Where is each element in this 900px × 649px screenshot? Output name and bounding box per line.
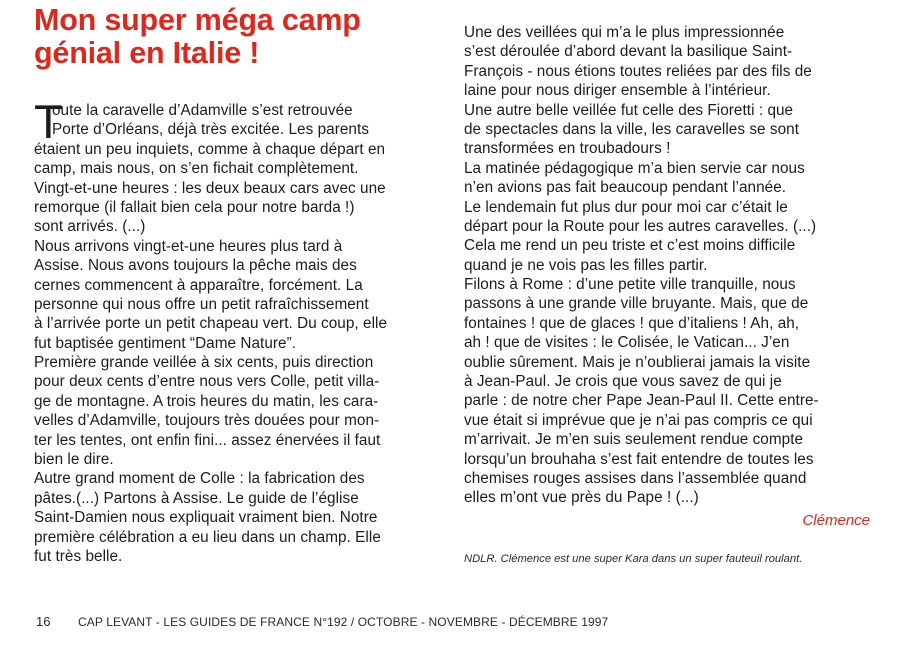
text-line: de spectacles dans la ville, les caravelles se sont xyxy=(464,120,800,138)
text-line: personne qui nous offre un petit rafraîchissement xyxy=(34,295,369,313)
text-line: fut très belle. xyxy=(34,547,123,565)
text-line: étaient un peu inquiets, comme à chaque départ en xyxy=(34,140,386,158)
text-line: remorque (il fallait bien cela pour notre barda !) xyxy=(34,198,355,216)
text-line: pâtes.(...) Partons à Assise. Le guide de l’église xyxy=(34,489,359,507)
author-signature: Clémence xyxy=(802,512,870,529)
text-line: camp, mais nous, on s’en fichait complètement. xyxy=(34,160,359,178)
text-line: Assise. Nous avons toujours la pêche mais des xyxy=(34,257,357,275)
text-line: ah ! que de visites : le Colisée, le Vatican... J’en xyxy=(464,334,790,352)
text-line: Filons à Rome : d’une petite ville tranquille, nous xyxy=(464,276,796,294)
text-line: Le lendemain fut plus dur pour moi car c’était le xyxy=(464,198,788,216)
text-line: Vingt-et-une heures : les deux beaux cars avec une xyxy=(34,179,386,197)
text-line: s’est déroulée d’abord devant la basilique Saint- xyxy=(464,43,793,61)
text-line: vue était si imprévue que je n’ai pas compris ce qui xyxy=(464,411,813,429)
text-line: La matinée pédagogique m’a bien servie car nous xyxy=(464,159,805,177)
text-line: quand je ne vois pas les filles partir. xyxy=(464,256,708,274)
text-line: première célébration a eu lieu dans un champ. Elle xyxy=(34,528,381,546)
text-line: laine pour nous diriger ensemble à l’intérieur. xyxy=(464,82,771,100)
text-line: Autre grand moment de Colle : la fabrication des xyxy=(34,470,365,488)
text-line: Une autre belle veillée fut celle des Fioretti : que xyxy=(464,101,794,119)
article-title-line-1: Mon super méga camp xyxy=(34,3,361,37)
text-line: oute la caravelle d’Adamville s’est retrouvée xyxy=(52,102,353,119)
text-line: Une des veillées qui m’a le plus impressionnée xyxy=(464,24,785,41)
text-line: Porte d’Orléans, déjà très excitée. Les parents xyxy=(52,121,369,139)
page-number: 16 xyxy=(36,614,51,629)
text-line: Saint-Damien nous expliquait vraiment bien. Notre xyxy=(34,509,378,527)
text-line: ter les tentes, ont enfin fini... assez énervées il faut xyxy=(34,431,381,449)
text-line: ge de montagne. A trois heures du matin, les cara- xyxy=(34,392,379,410)
text-line: parle : de notre cher Pape Jean-Paul II. Cette entre- xyxy=(464,392,819,410)
editor-note: NDLR. Clémence est une super Kara dans un super fauteuil roulant. xyxy=(464,553,803,565)
text-line: départ pour la Route pour les autres caravelles. (...) xyxy=(464,217,817,235)
article-title-line-2: génial en Italie ! xyxy=(34,36,260,70)
text-line: fut baptisée gentiment “Dame Nature”. xyxy=(34,334,297,352)
text-line: velles d’Adamville, toujours très douées pour mon- xyxy=(34,412,380,430)
text-line: bien le dire. xyxy=(34,451,114,469)
text-line: elles m’ont vue près du Pape ! (...) xyxy=(464,489,699,507)
text-line: fontaines ! que de glaces ! que d’italiens ! Ah, ah, xyxy=(464,314,800,332)
text-line: n’en avions pas fait beaucoup pendant l’année. xyxy=(464,179,787,197)
text-line: chemises rouges assises dans l’assemblée quand xyxy=(464,469,807,487)
text-line: pour deux cents d’entre nous vers Colle, petit villa- xyxy=(34,373,380,391)
drop-cap: T xyxy=(34,95,63,148)
text-line: à l’arrivée porte un petit chapeau vert. Du coup, elle xyxy=(34,315,388,333)
text-line: cernes commencent à apparaître, forcément. La xyxy=(34,276,363,294)
text-line: lorsqu’un brouhaha s’est fait entendre de toutes les xyxy=(464,450,814,468)
publication-info: CAP LEVANT - LES GUIDES DE FRANCE N°192 / OCTOBRE - NOVEMBRE - DÉCEMBRE 1997 xyxy=(78,615,609,629)
text-line: oublie sûrement. Mais je n’oublierai jamais la visite xyxy=(464,353,811,371)
text-line: Cela me rend un peu triste et c’est moins difficile xyxy=(464,237,796,255)
text-line: passons à une grande ville bruyante. Mais, que de xyxy=(464,295,809,313)
left-column xyxy=(34,95,444,566)
text-line: Première grande veillée à six cents, puis direction xyxy=(34,354,374,372)
text-line: Nous arrivons vingt-et-une heures plus tard à xyxy=(34,237,343,255)
right-column xyxy=(464,23,874,508)
text-line: François - nous étions toutes reliées par des fils de xyxy=(464,62,812,80)
text-line: à Jean-Paul. Je crois que vous savez de qui je xyxy=(464,373,782,391)
text-line: sont arrivés. (...) xyxy=(34,218,146,236)
text-line: transformées en troubadours ! xyxy=(464,140,671,158)
article-title xyxy=(34,4,454,70)
text-line: m’arrivait. Je m’en suis seulement rendue compte xyxy=(464,431,804,449)
page-footer xyxy=(36,614,636,629)
